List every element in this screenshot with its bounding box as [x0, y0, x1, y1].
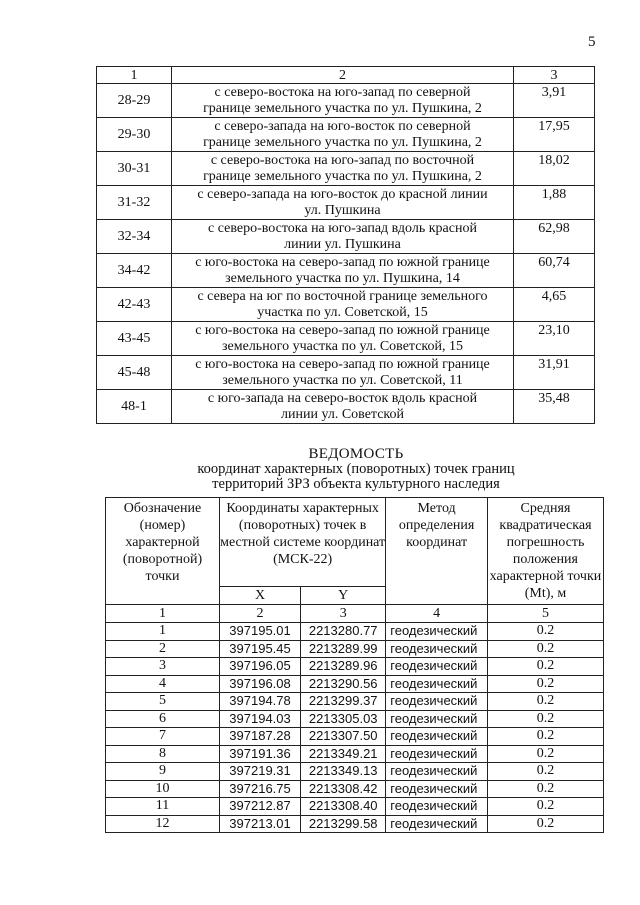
coordinate-x: 397213.01 [219, 815, 300, 833]
segment-length: 4,65 [514, 288, 595, 322]
coords-header-y: Y [301, 587, 386, 605]
coordinate-x: 397187.28 [219, 728, 300, 746]
segment-description-line-2: земельного участка по ул. Советской, 15 [222, 339, 463, 354]
segment-length: 18,02 [514, 152, 595, 186]
segments-table [96, 66, 595, 424]
segment-description [172, 254, 514, 288]
coordinate-row [106, 780, 604, 798]
segment-row [97, 390, 595, 424]
segment-description-line-1: с юго-востока на северо-запад по южной границе [195, 323, 490, 338]
coords-number-3: 3 [301, 605, 386, 623]
coordinate-row [106, 728, 604, 746]
method: геодезический [386, 780, 488, 798]
segment-description [172, 186, 514, 220]
segment-description [172, 390, 514, 424]
segment-description-line-1: с юго-запада на северо-восток вдоль красной [207, 391, 478, 406]
segment-description-line-2: земельного участка по ул. Советской, 11 [222, 373, 463, 388]
coordinates-table [105, 497, 604, 833]
coordinate-row [106, 675, 604, 693]
method: геодезический [386, 745, 488, 763]
segment-description [172, 288, 514, 322]
point-number: 2 [106, 640, 220, 658]
point-number: 8 [106, 745, 220, 763]
segment-id: 29-30 [97, 118, 172, 152]
coordinate-row [106, 798, 604, 816]
coordinate-y: 2213307.50 [301, 728, 386, 746]
segment-row [97, 152, 595, 186]
coords-number-1: 1 [106, 605, 220, 623]
coordinate-y: 2213290.56 [301, 675, 386, 693]
segment-description-line-1: с юго-востока на северо-запад по южной границе [195, 357, 490, 372]
coordinate-x: 397212.87 [219, 798, 300, 816]
point-number: 11 [106, 798, 220, 816]
point-number: 10 [106, 780, 220, 798]
segments-header-col2: 2 [172, 67, 514, 84]
point-number: 5 [106, 693, 220, 711]
coords-numbers-row [106, 605, 604, 623]
page-number: 5 [588, 34, 596, 50]
mean-error: 0.2 [487, 658, 603, 676]
segment-id: 48-1 [97, 390, 172, 424]
coordinate-x: 397194.03 [219, 710, 300, 728]
segment-description [172, 118, 514, 152]
point-number: 9 [106, 763, 220, 781]
segment-id: 32-34 [97, 220, 172, 254]
method: геодезический [386, 798, 488, 816]
segment-description [172, 152, 514, 186]
segments-header-row [97, 67, 595, 84]
coordinate-y: 2213308.40 [301, 798, 386, 816]
segment-id: 34-42 [97, 254, 172, 288]
segment-description [172, 220, 514, 254]
coords-header-coordinates: Координаты характерных (поворотных) точек в местной системе координат (МСК-22) [219, 498, 385, 587]
method: геодезический [386, 728, 488, 746]
coords-header-x: X [219, 587, 300, 605]
segment-length: 35,48 [514, 390, 595, 424]
coordinate-row [106, 710, 604, 728]
segment-row [97, 84, 595, 118]
coordinate-y: 2213305.03 [301, 710, 386, 728]
coords-number-2: 2 [219, 605, 300, 623]
segment-row [97, 220, 595, 254]
segment-description-line-1: с северо-востока на юго-запад по восточной [210, 153, 475, 168]
segment-row [97, 254, 595, 288]
coordinate-y: 2213308.42 [301, 780, 386, 798]
coordinate-x: 397196.08 [219, 675, 300, 693]
method: геодезический [386, 623, 488, 641]
title-line-1: координат характерных (поворотных) точек границ [197, 461, 515, 477]
segment-length: 60,74 [514, 254, 595, 288]
mean-error: 0.2 [487, 710, 603, 728]
segment-description-line-1: с северо-запада на юго-восток по северной [214, 119, 471, 134]
coordinate-y: 2213349.13 [301, 763, 386, 781]
point-number: 7 [106, 728, 220, 746]
coordinate-row [106, 658, 604, 676]
coords-header-row [106, 498, 604, 587]
coords-header-error: Средняя квадратическая погрешность положения характерной точки (Mt), м [487, 498, 603, 605]
segment-description-line-2: линии ул. Советской [281, 407, 404, 422]
segment-row [97, 288, 595, 322]
coordinate-y: 2213280.77 [301, 623, 386, 641]
segment-id: 42-43 [97, 288, 172, 322]
segment-description-line-1: с северо-востока на юго-запад вдоль красной [208, 221, 477, 236]
segment-id: 31-32 [97, 186, 172, 220]
method: геодезический [386, 658, 488, 676]
coordinate-y: 2213299.58 [301, 815, 386, 833]
point-number: 3 [106, 658, 220, 676]
segment-length: 31,91 [514, 356, 595, 390]
title-line-2: территорий ЗРЗ объекта культурного наследия [212, 476, 500, 492]
segment-length: 62,98 [514, 220, 595, 254]
segment-description [172, 356, 514, 390]
point-number: 4 [106, 675, 220, 693]
title-main: ВЕДОМОСТЬ [308, 446, 404, 462]
coordinate-y: 2213289.96 [301, 658, 386, 676]
segment-length: 3,91 [514, 84, 595, 118]
coordinate-x: 397195.01 [219, 623, 300, 641]
coordinate-x: 397196.05 [219, 658, 300, 676]
coordinate-row [106, 693, 604, 711]
coords-header-point: Обозначение (номер) характерной (поворотной) точки [106, 498, 220, 605]
segment-description-line-2: ул. Пушкина [304, 203, 381, 218]
coordinate-x: 397194.78 [219, 693, 300, 711]
mean-error: 0.2 [487, 745, 603, 763]
segment-row [97, 118, 595, 152]
segment-id: 28-29 [97, 84, 172, 118]
segment-description-line-2: участка по ул. Советской, 15 [257, 305, 428, 320]
method: геодезический [386, 763, 488, 781]
method: геодезический [386, 815, 488, 833]
coordinate-y: 2213289.99 [301, 640, 386, 658]
segment-length: 1,88 [514, 186, 595, 220]
segment-description-line-2: границе земельного участка по ул. Пушкина, 2 [203, 101, 482, 116]
mean-error: 0.2 [487, 780, 603, 798]
mean-error: 0.2 [487, 623, 603, 641]
segments-header-col3: 3 [514, 67, 595, 84]
coordinate-x: 397195.45 [219, 640, 300, 658]
segment-length: 23,10 [514, 322, 595, 356]
point-number: 6 [106, 710, 220, 728]
coordinate-y: 2213349.21 [301, 745, 386, 763]
mean-error: 0.2 [487, 675, 603, 693]
segment-length: 17,95 [514, 118, 595, 152]
segment-description-line-2: линии ул. Пушкина [284, 237, 401, 252]
point-number: 12 [106, 815, 220, 833]
segment-id: 30-31 [97, 152, 172, 186]
coordinate-row [106, 623, 604, 641]
coords-number-4: 4 [386, 605, 488, 623]
segment-description [172, 84, 514, 118]
method: геодезический [386, 693, 488, 711]
segment-id: 43-45 [97, 322, 172, 356]
segment-row [97, 186, 595, 220]
method: геодезический [386, 710, 488, 728]
coordinate-row [106, 815, 604, 833]
segment-description-line-2: земельного участка по ул. Пушкина, 14 [225, 271, 460, 286]
coordinate-y: 2213299.37 [301, 693, 386, 711]
mean-error: 0.2 [487, 640, 603, 658]
register-title [96, 447, 616, 492]
segment-description-line-2: границе земельного участка по ул. Пушкина, 2 [203, 135, 482, 150]
method: геодезический [386, 675, 488, 693]
segment-description-line-1: с северо-востока на юго-запад по северной [214, 85, 471, 100]
mean-error: 0.2 [487, 728, 603, 746]
segment-description-line-2: границе земельного участка по ул. Пушкина, 2 [203, 169, 482, 184]
coordinate-x: 397219.31 [219, 763, 300, 781]
segments-header-col1: 1 [97, 67, 172, 84]
coordinate-row [106, 640, 604, 658]
coordinate-x: 397216.75 [219, 780, 300, 798]
segment-description-line-1: с юго-востока на северо-запад по южной границе [195, 255, 490, 270]
coordinate-x: 397191.36 [219, 745, 300, 763]
mean-error: 0.2 [487, 763, 603, 781]
mean-error: 0.2 [487, 798, 603, 816]
segment-row [97, 322, 595, 356]
coords-header-method: Метод определения координат [386, 498, 488, 605]
segment-description-line-1: с севера на юг по восточной границе земельного [197, 289, 488, 304]
segment-description [172, 322, 514, 356]
coordinate-row [106, 745, 604, 763]
coordinate-row [106, 763, 604, 781]
point-number: 1 [106, 623, 220, 641]
segment-description-line-1: с северо-запада на юго-восток до красной линии [197, 187, 488, 202]
segment-id: 45-48 [97, 356, 172, 390]
method: геодезический [386, 640, 488, 658]
mean-error: 0.2 [487, 815, 603, 833]
mean-error: 0.2 [487, 693, 603, 711]
coords-number-5: 5 [487, 605, 603, 623]
segment-row [97, 356, 595, 390]
